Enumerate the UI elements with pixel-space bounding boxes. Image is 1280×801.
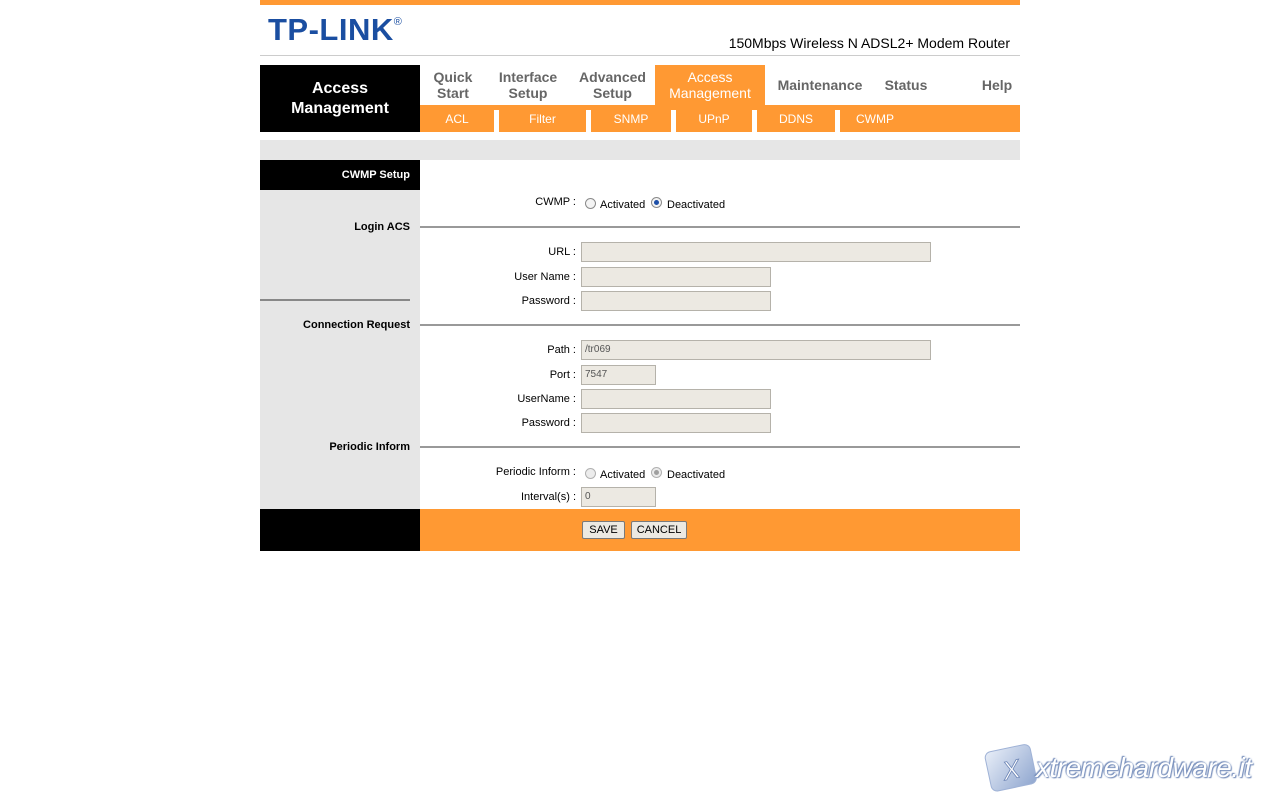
top-accent-bar (260, 0, 1020, 5)
sidebar-divider (260, 299, 410, 301)
conn-password-label: Password : (521, 417, 576, 429)
sidebar-header: CWMP Setup (260, 160, 420, 190)
header-divider (260, 55, 1020, 56)
sub-nav (420, 105, 1020, 132)
path-label: Path : (547, 344, 576, 356)
cwmp-activated-label: Activated (600, 199, 646, 211)
username-input[interactable] (581, 267, 771, 287)
subtab-acl[interactable]: ACL (445, 111, 469, 126)
password-input[interactable] (581, 291, 771, 311)
url-label: URL : (548, 246, 576, 258)
username-label: User Name : (514, 271, 576, 283)
periodic-deactivated-radio[interactable] (651, 467, 662, 478)
subtab-filter[interactable]: Filter (529, 111, 556, 126)
tp-link-logo: TP-LINK® (268, 12, 403, 47)
sidebar-panel (260, 190, 420, 509)
spacer-strip (260, 140, 1020, 160)
subtab-snmp[interactable]: SNMP (613, 111, 649, 126)
section-title: Access Management (260, 65, 420, 132)
tab-interface-setup[interactable]: Interface Setup (498, 69, 558, 101)
subtab-ddns[interactable]: DDNS (778, 111, 813, 126)
cwmp-activated-radio[interactable] (585, 198, 596, 209)
interval-input[interactable]: 0 (581, 487, 656, 507)
periodic-activated-label: Activated (600, 469, 646, 481)
save-button[interactable]: SAVE (582, 521, 625, 539)
main-nav (420, 65, 1020, 105)
sidebar-periodic-inform: Periodic Inform (329, 441, 410, 453)
footer-bar (420, 509, 1020, 551)
model-name: 150Mbps Wireless N ADSL2+ Modem Router (728, 35, 1010, 51)
tab-help[interactable]: Help (981, 77, 1013, 93)
url-input[interactable] (581, 242, 931, 262)
section-divider (420, 324, 1020, 326)
periodic-inform-label: Periodic Inform : (495, 466, 576, 478)
watermark-text: xtremehardware.it (1036, 752, 1252, 783)
periodic-activated-radio[interactable] (585, 468, 596, 479)
footer-left (260, 509, 420, 551)
conn-username-input[interactable] (581, 389, 771, 409)
path-input[interactable]: /tr069 (581, 340, 931, 360)
watermark-logo-icon (980, 742, 1040, 801)
interval-label: Interval(s) : (520, 491, 576, 503)
port-input[interactable]: 7547 (581, 365, 656, 385)
section-divider (420, 226, 1020, 228)
periodic-deactivated-label: Deactivated (667, 469, 726, 481)
conn-password-input[interactable] (581, 413, 771, 433)
tab-advanced-setup[interactable]: Advanced Setup (579, 69, 646, 101)
subtab-cwmp[interactable]: CWMP (856, 111, 894, 126)
subtab-upnp[interactable]: UPnP (698, 111, 730, 126)
tab-maintenance[interactable]: Maintenance (777, 77, 863, 93)
port-label: Port : (549, 369, 576, 381)
sidebar-login-acs: Login ACS (354, 221, 410, 233)
cwmp-deactivated-radio[interactable] (651, 197, 662, 208)
conn-username-label: UserName : (517, 393, 576, 405)
cwmp-deactivated-label: Deactivated (667, 199, 726, 211)
tab-quick-start[interactable]: Quick Start (433, 69, 473, 101)
tab-status[interactable]: Status (884, 77, 928, 93)
cwmp-label: CWMP : (535, 196, 576, 208)
cancel-button[interactable]: CANCEL (631, 521, 687, 539)
sidebar-connection-request: Connection Request (303, 319, 410, 331)
password-label: Password : (521, 295, 576, 307)
section-divider (420, 446, 1020, 448)
svg-text:X: X (999, 753, 1023, 787)
tab-access-management[interactable]: Access Management (655, 65, 765, 105)
